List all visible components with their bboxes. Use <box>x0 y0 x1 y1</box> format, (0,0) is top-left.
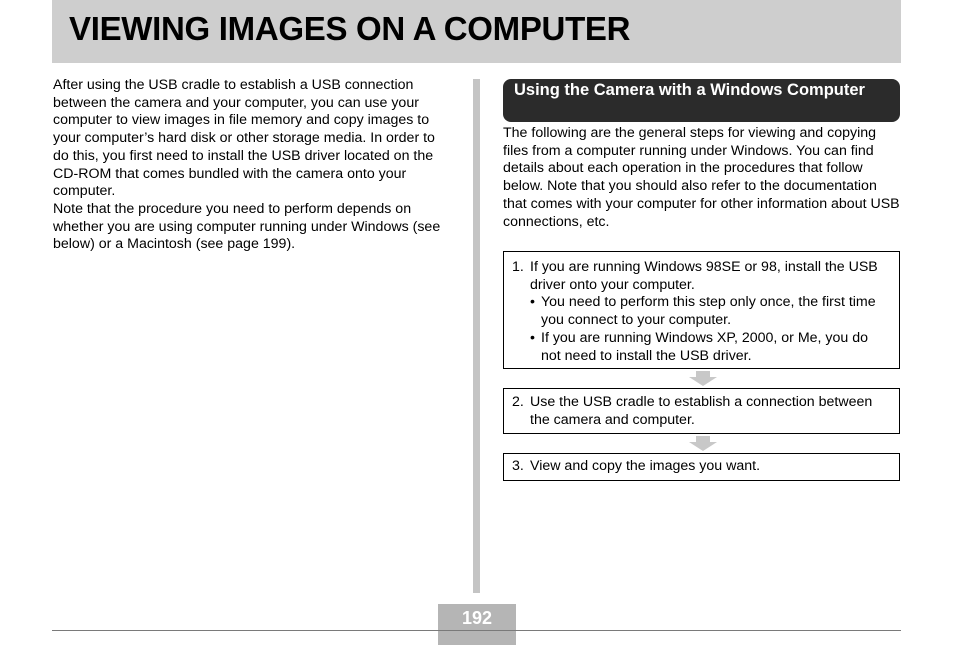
bullet-icon: • <box>530 329 535 346</box>
page-title: VIEWING IMAGES ON A COMPUTER <box>69 10 631 47</box>
step-bullet <box>530 294 891 329</box>
down-arrow-icon <box>688 371 718 387</box>
step-text: Use the USB cradle to establish a connection between the camera and computer. <box>530 394 873 428</box>
intro-text <box>53 77 453 254</box>
page-number-tab <box>438 631 516 645</box>
step-box-2 <box>503 388 900 434</box>
step-number: 3. <box>512 458 524 474</box>
intro-paragraph-2: Note that the procedure you need to perform depends on whether you are using computer running under Windows (see below) or a Macintosh (see page 199). <box>53 200 441 253</box>
page-number: 192 <box>438 604 516 630</box>
step-text: If you are running Windows 98SE or 98, install the USB driver onto your computer. <box>530 259 878 293</box>
bullet-text: You need to perform this step only once, the first time you connect to your computer. <box>541 294 876 329</box>
intro-paragraph-1: After using the USB cradle to establish a USB connection between the camera and your computer, you can use your computer to view images in file memory and copy images to your computer’s hard disk or other storage media. In order to do this, you first need to install the USB driver located on the CD-ROM that comes bundled with the camera onto your computer. <box>53 77 435 200</box>
step-box-3 <box>503 453 900 481</box>
step-number: 2. <box>512 394 524 410</box>
step-number: 1. <box>512 259 524 275</box>
down-arrow-icon <box>688 436 718 452</box>
step-text: View and copy the images you want. <box>530 458 761 474</box>
step-box-1 <box>503 251 900 369</box>
bullet-text: If you are running Windows XP, 2000, or Me, you do not need to install the USB driver. <box>541 329 869 364</box>
section-heading: Using the Camera with a Windows Computer <box>503 79 900 122</box>
bullet-icon: • <box>530 294 535 311</box>
title-bar <box>52 0 901 63</box>
section-body: The following are the general steps for viewing and copying files from a computer running under Windows. You can find details about each operation in the procedures that follow below. Note that you should also refer to the documentation that comes with your computer for other information about USB connections, etc. <box>503 125 900 230</box>
step-bullet <box>530 330 891 365</box>
column-divider <box>473 79 480 593</box>
